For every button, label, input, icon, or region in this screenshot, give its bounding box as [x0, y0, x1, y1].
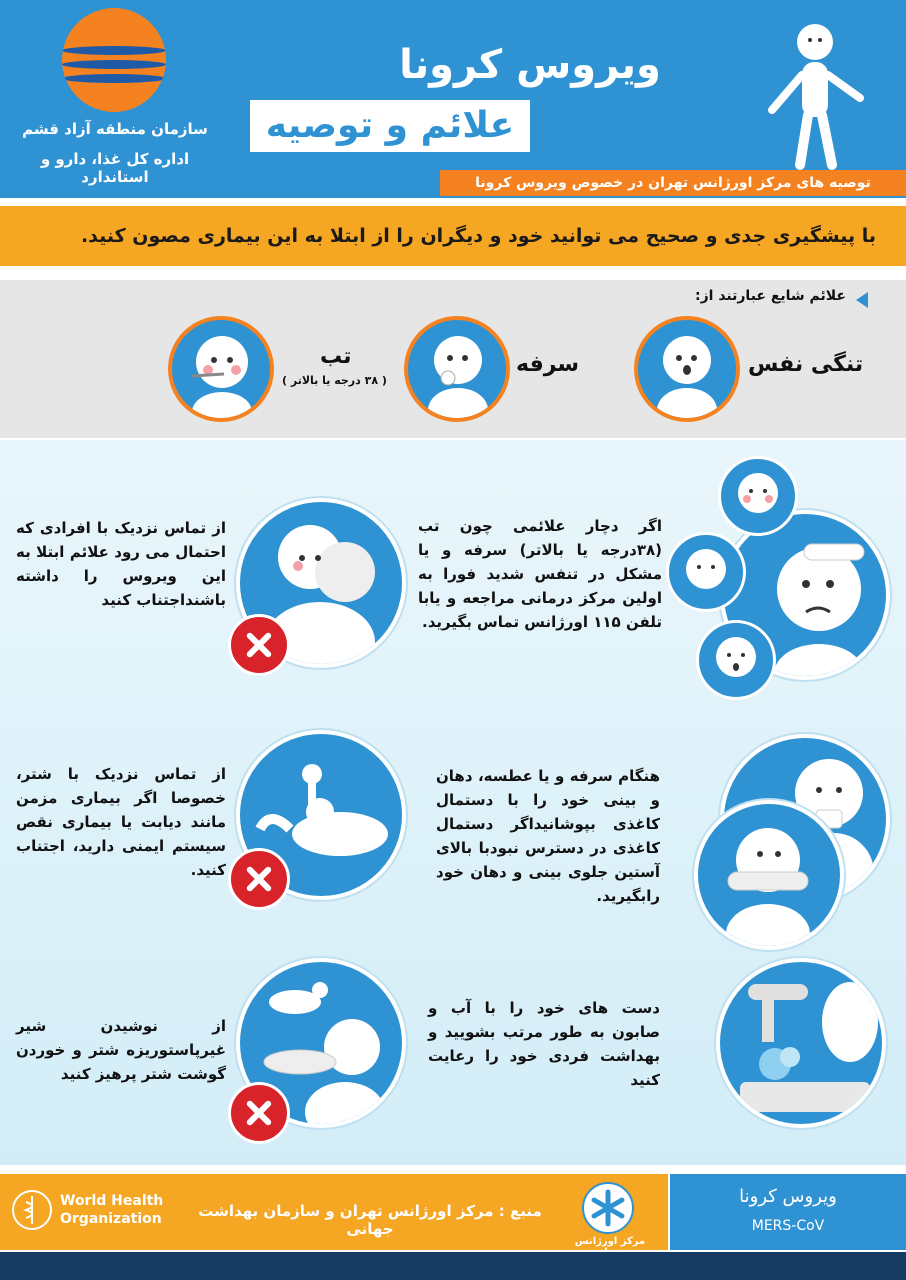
fever-character-icon	[718, 456, 798, 536]
breathing-small-icon	[696, 620, 776, 700]
footer-box-title: ویروس کرونا	[739, 1186, 837, 1207]
advice-text: هنگام سرفه و یا عطسه، دهان و بینی خود را با دستمال کاغذی بپوشانیداگر دستمال کاغذی در دسترس نبودبا بالای آستین جلوی بینی و دهان خود رابگیرید.	[436, 767, 660, 905]
qeshm-free-zone-logo-icon	[62, 8, 166, 112]
symptom-label: تنگی نفس	[748, 352, 864, 377]
warning-text: از تماس نزدیک با افرادی که احتمال می رود علائم ابتلا به این ویروس را داشته باشنداجتناب کنید	[16, 519, 226, 609]
footer-box-subtitle: MERS-CoV	[751, 1218, 825, 1234]
symptoms-heading: علائم شایع عبارتند از:	[694, 288, 846, 304]
footer-bottom-bar	[0, 1252, 906, 1280]
symptom-label: تب	[320, 344, 352, 369]
triangle-bullet-icon	[856, 292, 868, 308]
tehran-ems-logo-icon	[582, 1182, 634, 1234]
breathing-character-icon	[634, 316, 740, 422]
who-emblem-icon	[12, 1190, 52, 1230]
handwashing-icon	[716, 958, 886, 1128]
department-name: اداره کل غذا، دارو و استاندارد	[40, 150, 190, 186]
prevention-banner	[0, 206, 906, 266]
banner-text: با پیشگیری جدی و صحیح می توانید خود و دیگران را از ابتلا به این بیماری مصون کنید.	[80, 225, 876, 247]
warning-text: از نوشیدن شیر غیرپاستوریزه شتر و خوردن گوشت شتر پرهیز کنید	[16, 1017, 226, 1083]
who-line1: World Health	[60, 1193, 164, 1209]
advice-text: اگر دچار علائمی چون تب (۳۸درجه یا بالاتر) سرفه و یا مشکل در تنفس شدید فورا به اولین مرکز درمانی مراجعه و یابا تلفن ۱۱۵ اورژانس تماس بگیرید.	[418, 517, 662, 631]
source-text: منبع : مرکز اورژانس تهران و سازمان بهداشت جهانی	[198, 1202, 542, 1238]
ems-label: مرکز اورژانس	[574, 1236, 646, 1247]
page-subtitle: علائم و توصیه ها	[265, 105, 515, 198]
who-logo-text	[60, 1192, 163, 1228]
warning-text: از تماس نزدیک با شتر، خصوصا اگر بیماری مزمن مانند دیابت یا بیماری نقص سیستم ایمنی دارید، اجتناب کنید.	[16, 765, 226, 879]
who-line2: Organization	[60, 1211, 162, 1227]
advice-text: دست های خود را با آب و صابون به طور مرتب بشویید و بهداشت فردی خود را رعایت کنید	[428, 999, 660, 1089]
sleeve-cover-icon	[694, 800, 844, 950]
header-stripe	[440, 170, 906, 196]
prohibited-x-icon	[228, 614, 290, 676]
stripe-text: توصیه های مرکز اورژانس تهران در خصوص ویروس کرونا	[475, 175, 871, 191]
prohibited-x-icon	[228, 1082, 290, 1144]
subtitle-box	[250, 100, 530, 198]
prohibited-x-icon	[228, 848, 290, 910]
presenting-character-icon	[760, 20, 870, 170]
symptom-label: سرفه	[516, 352, 580, 377]
cough-character-icon	[404, 316, 510, 422]
page-title: ویروس کرونا	[399, 42, 661, 88]
organization-name: سازمان منطقه آزاد قشم	[22, 120, 208, 138]
thermometer-character-icon	[168, 316, 274, 422]
cough-small-icon	[666, 532, 746, 612]
symptom-note: ( ۳۸ درجه یا بالاتر )	[282, 374, 387, 387]
